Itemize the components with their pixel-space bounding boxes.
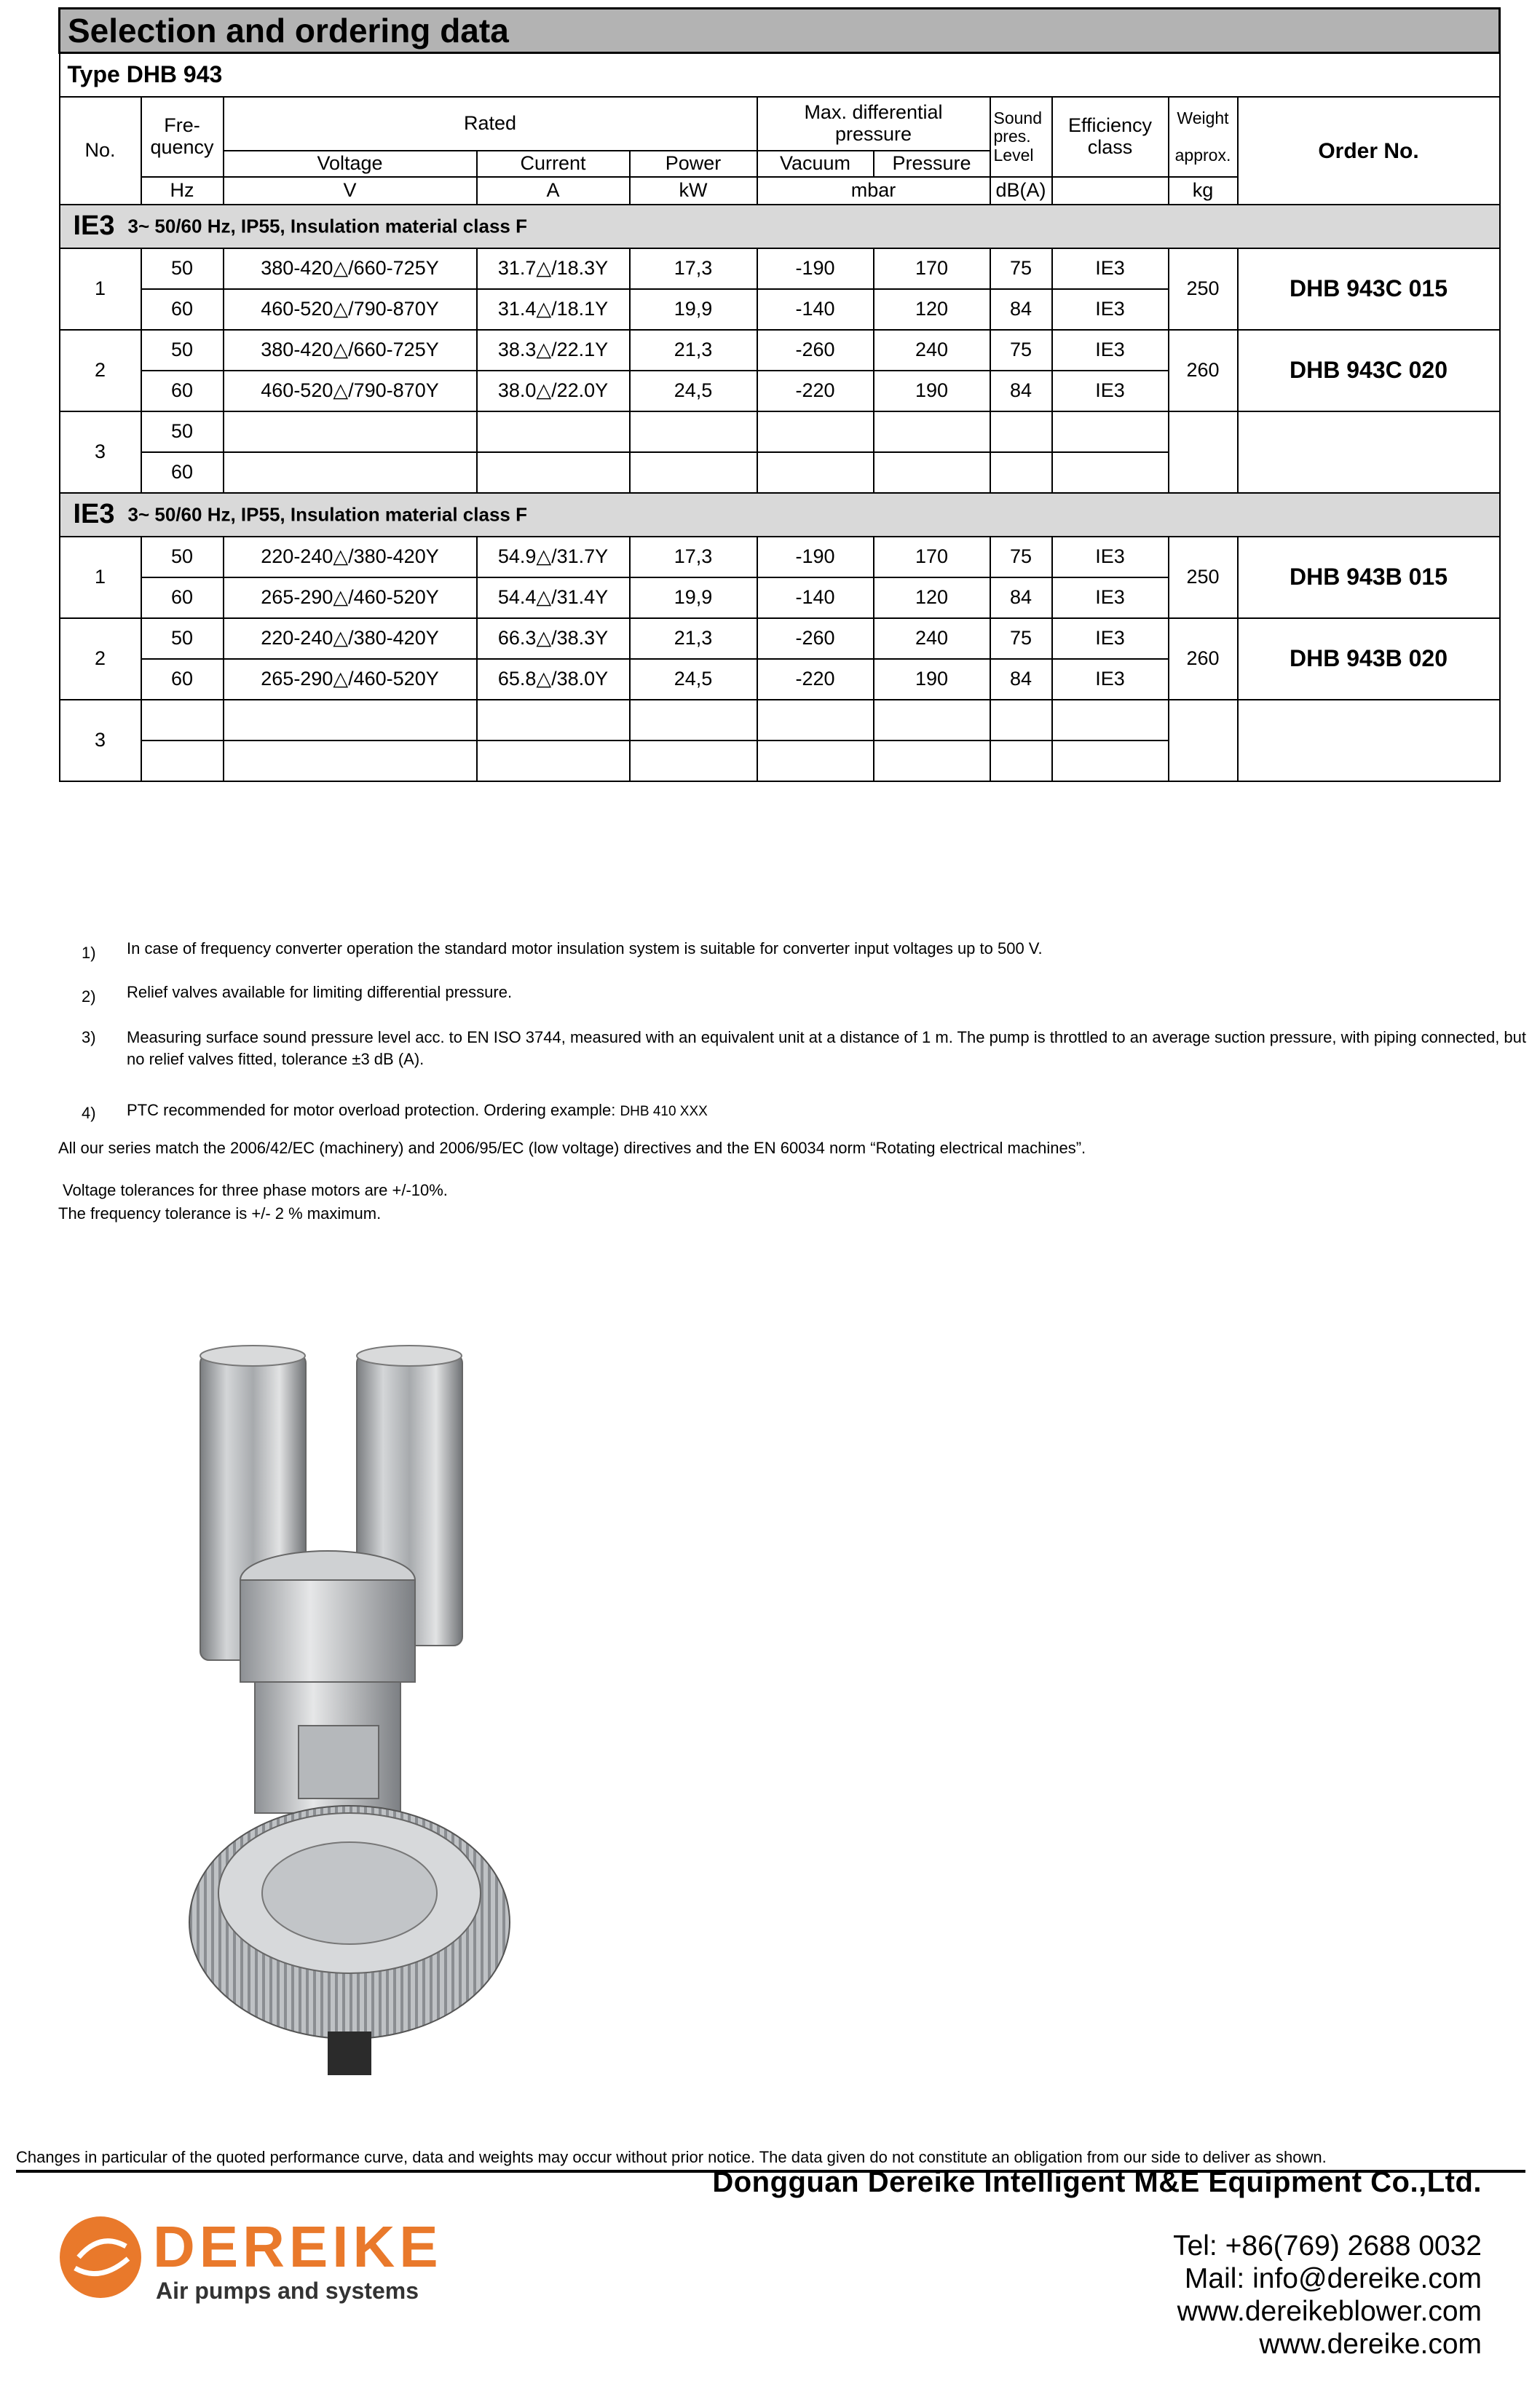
footnote-number: 2) [82, 987, 96, 1006]
cell-hz: 60 [141, 577, 224, 618]
cell-empty [1169, 700, 1238, 781]
unit-a: A [477, 177, 630, 205]
row-no: 1 [60, 537, 141, 618]
footnote-number: 3) [82, 1028, 96, 1046]
compliance-text: All our series match the 2006/42/EC (machinery) and 2006/95/EC (low voltage) directives and the EN 60034 norm “Rotating electrical machines”. [58, 1139, 1086, 1157]
cell-empty [630, 741, 757, 781]
cell-empty [757, 741, 874, 781]
cell-empty [224, 741, 477, 781]
header-order-no: Order No. [1238, 97, 1500, 205]
header-weight: Weight approx. [1169, 97, 1238, 177]
cell-power: 17,3 [630, 537, 757, 577]
unit-kw: kW [630, 177, 757, 205]
cell-sound: 84 [990, 659, 1052, 700]
disclaimer: Changes in particular of the quoted performance curve, data and weights may occur without prior notice. The data given do not constitute an obligation from our side to deliver as shown. [16, 2148, 1327, 2166]
cell-power: 24,5 [630, 659, 757, 700]
header-current: Current [477, 151, 630, 177]
cell-eff: IE3 [1052, 618, 1169, 659]
cell-empty [477, 741, 630, 781]
cell-empty [874, 741, 990, 781]
cell-empty [630, 452, 757, 493]
cell-empty [1052, 741, 1169, 781]
cell-vacuum: -260 [757, 618, 874, 659]
footnote-text: Measuring surface sound pressure level acc. to EN ISO 3744, measured with an equivalent unit at a distance of 1 m. The pump is throttled to an average suction pressure, with piping connected, but no relief valves fitted, tolerance ±3 dB (A). [127, 1028, 1527, 1068]
footnote-number: 1) [82, 944, 96, 962]
cell-current: 66.3△/38.3Y [477, 618, 630, 659]
cell-empty [477, 411, 630, 452]
footnote-number: 4) [82, 1104, 96, 1122]
cell-vacuum: -260 [757, 330, 874, 371]
cell-empty [630, 411, 757, 452]
row-no: 2 [60, 330, 141, 411]
cell-empty [224, 411, 477, 452]
contact-web-1: www.dereikeblower.com [1177, 2296, 1482, 2327]
cell-order-no: DHB 943B 015 [1238, 537, 1500, 618]
cell-empty [224, 700, 477, 741]
cell-hz: 60 [141, 289, 224, 330]
section-b-header [60, 493, 1500, 537]
row-no: 1 [60, 248, 141, 330]
section-c-header [60, 205, 1500, 248]
cell-hz: 60 [141, 452, 224, 493]
footnote-text: PTC recommended for motor overload protection. Ordering example: DHB 410 XXX [127, 1101, 708, 1119]
cell-pressure: 170 [874, 537, 990, 577]
cell-empty [990, 411, 1052, 452]
cell-voltage: 220-240△/380-420Y [224, 537, 477, 577]
cell-current: 54.9△/31.7Y [477, 537, 630, 577]
cell-weight: 250 [1169, 248, 1238, 330]
cell-voltage: 265-290△/460-520Y [224, 659, 477, 700]
cell-hz: 50 [141, 537, 224, 577]
cell-sound: 75 [990, 330, 1052, 371]
cell-power: 19,9 [630, 577, 757, 618]
type-label: Type DHB 943 [60, 53, 1500, 98]
cell-current: 65.8△/38.0Y [477, 659, 630, 700]
header-no: No. [60, 97, 141, 205]
cell-eff: IE3 [1052, 330, 1169, 371]
cell-empty [1238, 411, 1500, 493]
cell-power: 19,9 [630, 289, 757, 330]
brand-name: DEREIKE [153, 2214, 443, 2279]
cell-vacuum: -220 [757, 371, 874, 411]
cell-voltage: 380-420△/660-725Y [224, 248, 477, 289]
header-vacuum: Vacuum [757, 151, 874, 177]
cell-power: 24,5 [630, 371, 757, 411]
cell-order-no: DHB 943C 015 [1238, 248, 1500, 330]
selection-table [58, 7, 1501, 782]
cell-sound: 75 [990, 537, 1052, 577]
cell-sound: 84 [990, 289, 1052, 330]
cell-vacuum: -140 [757, 289, 874, 330]
cell-vacuum: -220 [757, 659, 874, 700]
cell-eff: IE3 [1052, 371, 1169, 411]
header-pressure: Pressure [874, 151, 990, 177]
cell-empty [990, 452, 1052, 493]
cell-vacuum: -190 [757, 248, 874, 289]
cell-eff: IE3 [1052, 659, 1169, 700]
cell-pressure: 190 [874, 659, 990, 700]
unit-v: V [224, 177, 477, 205]
blower-product-image [182, 1340, 517, 2097]
footnote-text: In case of frequency converter operation the standard motor insulation system is suitable for converter input voltages up to 500 V. [127, 939, 1043, 957]
contact-mail: Mail: info@dereike.com [1184, 2263, 1482, 2294]
cell-empty [990, 700, 1052, 741]
brand-tagline: Air pumps and systems [156, 2278, 419, 2304]
cell-eff: IE3 [1052, 248, 1169, 289]
cell-sound: 75 [990, 248, 1052, 289]
unit-hz: Hz [141, 177, 224, 205]
table-title: Selection and ordering data [60, 9, 1500, 53]
cell-sound: 84 [990, 577, 1052, 618]
header-rated: Rated [224, 97, 757, 151]
header-voltage: Voltage [224, 151, 477, 177]
cell-weight: 250 [1169, 537, 1238, 618]
company-name: Dongguan Dereike Intelligent M&E Equipment Co.,Ltd. [712, 2166, 1482, 2198]
cell-order-no: DHB 943B 020 [1238, 618, 1500, 700]
cell-pressure: 240 [874, 618, 990, 659]
cell-empty [1052, 411, 1169, 452]
row-no: 2 [60, 618, 141, 700]
section-label: 3~ 50/60 Hz, IP55, Insulation material class F [127, 503, 527, 526]
frequency-tolerance: The frequency tolerance is +/- 2 % maximum. [58, 1204, 382, 1223]
cell-eff: IE3 [1052, 577, 1169, 618]
voltage-tolerance: Voltage tolerances for three phase motors are +/-10%. [63, 1181, 448, 1199]
cell-voltage: 265-290△/460-520Y [224, 577, 477, 618]
cell-hz: 50 [141, 411, 224, 452]
cell-empty [874, 411, 990, 452]
cell-current: 38.0△/22.0Y [477, 371, 630, 411]
cell-pressure: 190 [874, 371, 990, 411]
contact-tel: Tel: +86(769) 2688 0032 [1173, 2230, 1482, 2262]
cell-empty [757, 700, 874, 741]
cell-empty [990, 741, 1052, 781]
cell-sound: 75 [990, 618, 1052, 659]
cell-voltage: 380-420△/660-725Y [224, 330, 477, 371]
header-max-diff: Max. differential pressure [757, 97, 990, 151]
header-sound: Sound pres. Level [990, 97, 1052, 177]
cell-eff: IE3 [1052, 289, 1169, 330]
ie3-label: IE3 [73, 499, 115, 530]
unit-eff-empty [1052, 177, 1169, 205]
cell-hz: 60 [141, 659, 224, 700]
cell-empty [141, 700, 224, 741]
cell-pressure: 240 [874, 330, 990, 371]
cell-empty [1238, 700, 1500, 781]
cell-empty [1052, 700, 1169, 741]
cell-empty [141, 741, 224, 781]
unit-dba: dB(A) [990, 177, 1052, 205]
cell-empty [1052, 452, 1169, 493]
ie3-label: IE3 [73, 210, 115, 242]
header-power: Power [630, 151, 757, 177]
footnote-text: Relief valves available for limiting differential pressure. [127, 983, 513, 1001]
ordering-example: DHB 410 XXX [620, 1104, 708, 1119]
dereike-logo-icon [57, 2214, 144, 2301]
cell-pressure: 120 [874, 289, 990, 330]
cell-current: 54.4△/31.4Y [477, 577, 630, 618]
cell-weight: 260 [1169, 330, 1238, 411]
section-label: 3~ 50/60 Hz, IP55, Insulation material class F [127, 215, 527, 237]
cell-hz: 50 [141, 330, 224, 371]
cell-power: 21,3 [630, 618, 757, 659]
cell-power: 21,3 [630, 330, 757, 371]
cell-current: 38.3△/22.1Y [477, 330, 630, 371]
header-frequency: Fre- quency [141, 97, 224, 177]
cell-empty [630, 700, 757, 741]
cell-pressure: 120 [874, 577, 990, 618]
cell-order-no: DHB 943C 020 [1238, 330, 1500, 411]
cell-empty [224, 452, 477, 493]
row-no: 3 [60, 700, 141, 781]
cell-current: 31.4△/18.1Y [477, 289, 630, 330]
cell-empty [874, 700, 990, 741]
row-no: 3 [60, 411, 141, 493]
cell-eff: IE3 [1052, 537, 1169, 577]
cell-voltage: 220-240△/380-420Y [224, 618, 477, 659]
unit-mbar: mbar [757, 177, 990, 205]
header-efficiency: Efficiency class [1052, 97, 1169, 177]
cell-empty [757, 452, 874, 493]
unit-kg: kg [1169, 177, 1238, 205]
cell-empty [477, 452, 630, 493]
cell-empty [757, 411, 874, 452]
cell-pressure: 170 [874, 248, 990, 289]
cell-hz: 60 [141, 371, 224, 411]
cell-sound: 84 [990, 371, 1052, 411]
cell-vacuum: -140 [757, 577, 874, 618]
cell-hz: 50 [141, 248, 224, 289]
cell-power: 17,3 [630, 248, 757, 289]
cell-hz: 50 [141, 618, 224, 659]
contact-web-2: www.dereike.com [1259, 2329, 1482, 2360]
cell-current: 31.7△/18.3Y [477, 248, 630, 289]
cell-weight: 260 [1169, 618, 1238, 700]
cell-empty [874, 452, 990, 493]
cell-voltage: 460-520△/790-870Y [224, 289, 477, 330]
cell-vacuum: -190 [757, 537, 874, 577]
cell-empty [477, 700, 630, 741]
cell-voltage: 460-520△/790-870Y [224, 371, 477, 411]
blower-illustration [182, 1340, 517, 2097]
cell-empty [1169, 411, 1238, 493]
